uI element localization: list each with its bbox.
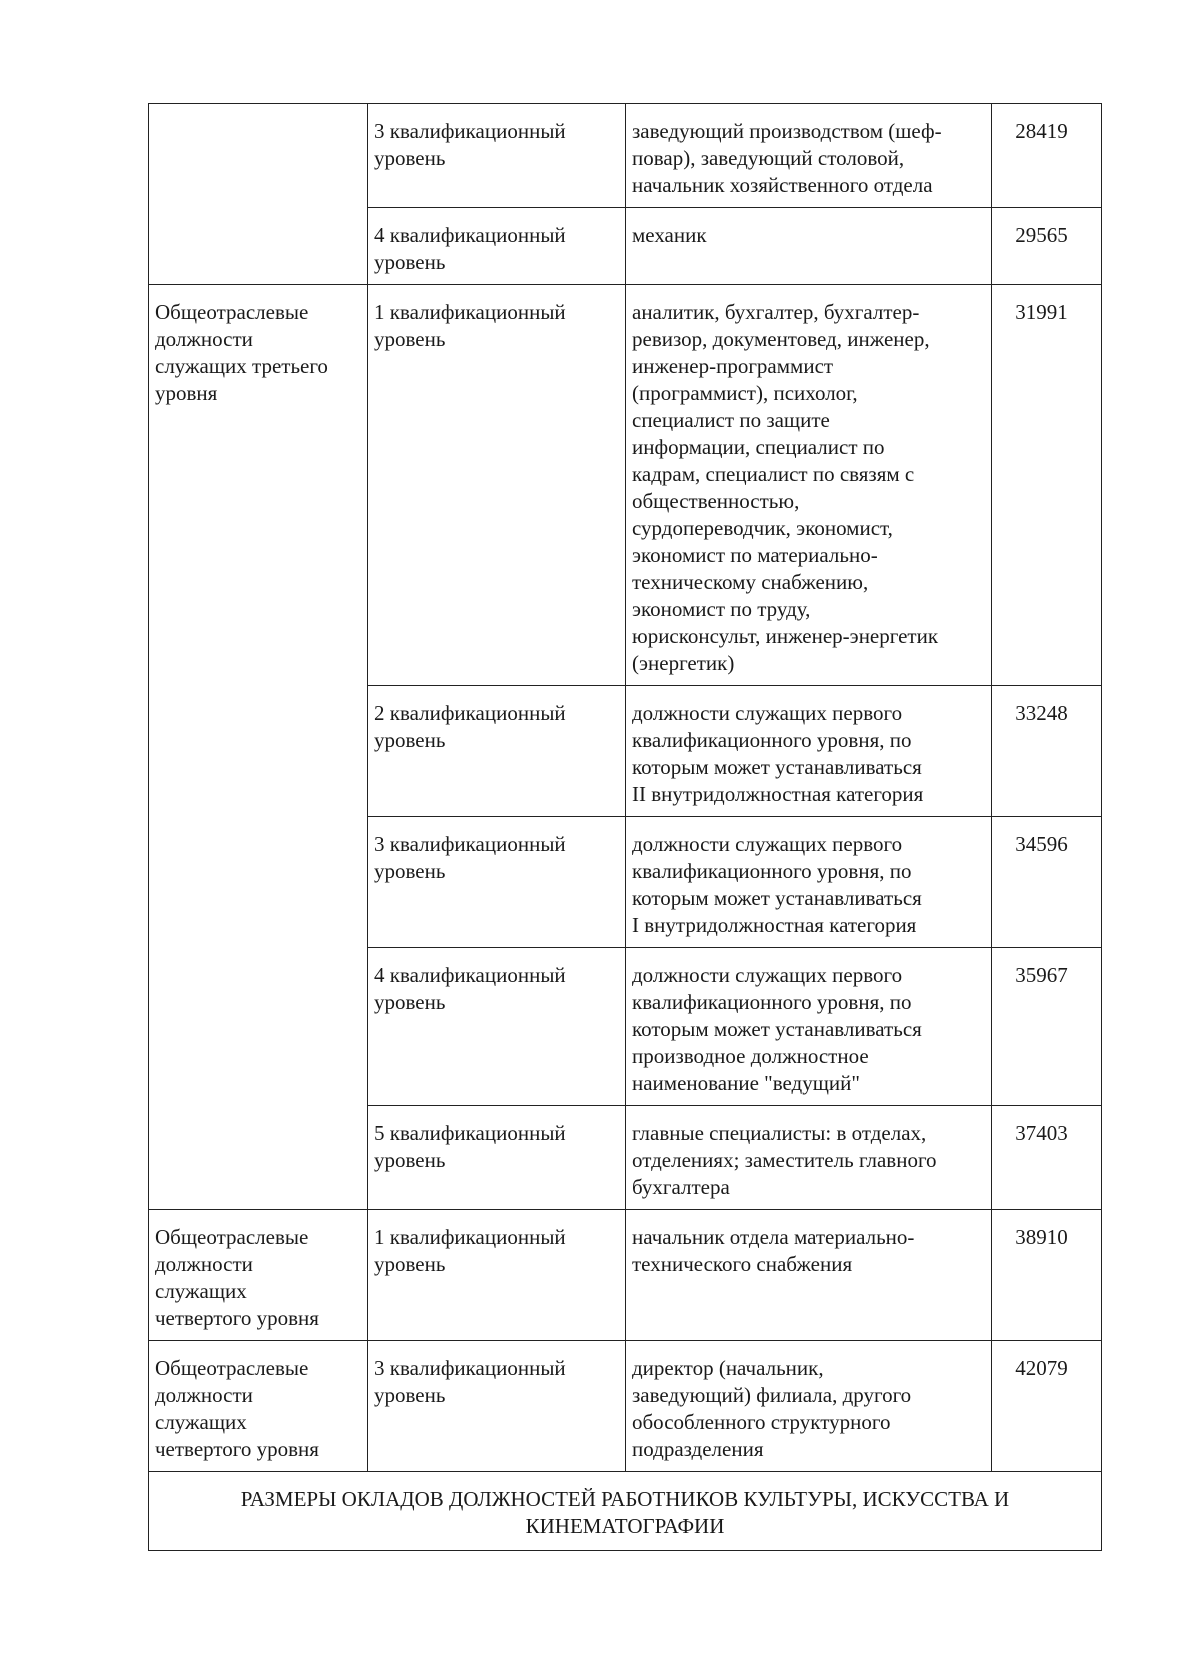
positions-line: инженер-программист xyxy=(632,354,834,378)
positions-line: производное должностное xyxy=(632,1044,869,1068)
qualification-level-cell xyxy=(368,817,626,948)
positions-line: начальник отдела материально- xyxy=(632,1225,915,1249)
positions-line: бухгалтера xyxy=(632,1175,730,1199)
qualification-level-cell xyxy=(368,1210,626,1341)
qualification-level-line: уровень xyxy=(374,1252,446,1276)
positions-line: подразделения xyxy=(632,1437,764,1461)
positions-line: экономист по материально- xyxy=(632,543,878,567)
positions-line: сурдопереводчик, экономист, xyxy=(632,516,893,540)
positions-cell xyxy=(626,1210,992,1341)
qualification-level-line: 3 квалификационный xyxy=(374,119,566,143)
positions-line: начальник хозяйственного отдела xyxy=(632,173,933,197)
qualification-level-line: уровень xyxy=(374,1383,446,1407)
salary-cell: 28419 xyxy=(992,104,1102,208)
qualification-level-line: уровень xyxy=(374,146,446,170)
salary-cell: 33248 xyxy=(992,686,1102,817)
positions-cell xyxy=(626,104,992,208)
qualification-level-line: уровень xyxy=(374,728,446,752)
positions-line: должности служащих первого xyxy=(632,701,903,725)
qualification-level-line: 4 квалификационный xyxy=(374,223,566,247)
position-group-line: Общеотраслевые xyxy=(155,1356,309,1380)
position-group-line: четвертого уровня xyxy=(155,1306,319,1330)
section-heading-line: РАЗМЕРЫ ОКЛАДОВ ДОЛЖНОСТЕЙ РАБОТНИКОВ КУЛЬТУРЫ, ИСКУССТВА И xyxy=(240,1487,1010,1511)
position-group-line: должности xyxy=(155,1383,253,1407)
positions-line: I внутридолжностная категория xyxy=(632,913,917,937)
qualification-level-line: 2 квалификационный xyxy=(374,701,566,725)
qualification-level-cell xyxy=(368,285,626,686)
qualification-level-line: 1 квалификационный xyxy=(374,300,566,324)
positions-line: техническому снабжению, xyxy=(632,570,869,594)
table-row xyxy=(149,104,1102,208)
qualification-level-cell xyxy=(368,208,626,285)
positions-line: информации, специалист по xyxy=(632,435,885,459)
table-row xyxy=(149,1210,1102,1341)
qualification-level-line: уровень xyxy=(374,859,446,883)
positions-line: которым может устанавливаться xyxy=(632,755,922,779)
qualification-level-cell xyxy=(368,948,626,1106)
positions-cell xyxy=(626,208,992,285)
positions-line: квалификационного уровня, по xyxy=(632,859,912,883)
positions-line: (программист), психолог, xyxy=(632,381,858,405)
position-group-cell xyxy=(149,1341,368,1472)
positions-cell xyxy=(626,285,992,686)
position-group-cell xyxy=(149,104,368,285)
salary-cell: 42079 xyxy=(992,1341,1102,1472)
position-group-line: Общеотраслевые xyxy=(155,1225,309,1249)
salary-table xyxy=(148,103,1102,1551)
salary-table-page xyxy=(148,103,1101,1551)
position-group-line: служащих xyxy=(155,1279,247,1303)
qualification-level-line: уровень xyxy=(374,990,446,1014)
positions-line: механик xyxy=(632,223,707,247)
section-heading xyxy=(149,1472,1102,1551)
positions-line: заведующий) филиала, другого xyxy=(632,1383,912,1407)
salary-cell: 34596 xyxy=(992,817,1102,948)
qualification-level-line: уровень xyxy=(374,327,446,351)
position-group-line: должности xyxy=(155,327,253,351)
positions-line: кадрам, специалист по связям с xyxy=(632,462,915,486)
table-row xyxy=(149,1341,1102,1472)
section-heading-row xyxy=(149,1472,1102,1551)
positions-line: специалист по защите xyxy=(632,408,830,432)
qualification-level-line: уровень xyxy=(374,1148,446,1172)
positions-line: должности служащих первого xyxy=(632,832,903,856)
salary-cell: 35967 xyxy=(992,948,1102,1106)
positions-line: которым может устанавливаться xyxy=(632,886,922,910)
section-heading-line: КИНЕМАТОГРАФИИ xyxy=(525,1514,725,1538)
positions-line: квалификационного уровня, по xyxy=(632,990,912,1014)
salary-cell: 31991 xyxy=(992,285,1102,686)
position-group-line: служащих третьего xyxy=(155,354,328,378)
qualification-level-line: 5 квалификационный xyxy=(374,1121,566,1145)
positions-line: главные специалисты: в отделах, xyxy=(632,1121,927,1145)
positions-line: которым может устанавливаться xyxy=(632,1017,922,1041)
qualification-level-line: 3 квалификационный xyxy=(374,832,566,856)
positions-cell xyxy=(626,948,992,1106)
positions-line: должности служащих первого xyxy=(632,963,903,987)
position-group-line: служащих xyxy=(155,1410,247,1434)
positions-line: обособленного структурного xyxy=(632,1410,891,1434)
qualification-level-line: 1 квалификационный xyxy=(374,1225,566,1249)
positions-line: ревизор, документовед, инженер, xyxy=(632,327,930,351)
positions-line: экономист по труду, xyxy=(632,597,811,621)
positions-cell xyxy=(626,1106,992,1210)
qualification-level-cell xyxy=(368,1106,626,1210)
positions-line: заведующий производством (шеф- xyxy=(632,119,942,143)
position-group-line: уровня xyxy=(155,381,218,405)
position-group-line: четвертого уровня xyxy=(155,1437,319,1461)
positions-line: II внутридолжностная категория xyxy=(632,782,924,806)
positions-line: наименование "ведущий" xyxy=(632,1071,860,1095)
table-row xyxy=(149,285,1102,686)
salary-cell: 37403 xyxy=(992,1106,1102,1210)
qualification-level-cell xyxy=(368,686,626,817)
positions-line: директор (начальник, xyxy=(632,1356,824,1380)
positions-line: технического снабжения xyxy=(632,1252,853,1276)
position-group-cell xyxy=(149,285,368,1210)
positions-cell xyxy=(626,686,992,817)
positions-line: аналитик, бухгалтер, бухгалтер- xyxy=(632,300,920,324)
salary-cell: 38910 xyxy=(992,1210,1102,1341)
qualification-level-line: 3 квалификационный xyxy=(374,1356,566,1380)
position-group-cell xyxy=(149,1210,368,1341)
qualification-level-line: уровень xyxy=(374,250,446,274)
qualification-level-cell xyxy=(368,104,626,208)
positions-line: повар), заведующий столовой, xyxy=(632,146,905,170)
positions-line: квалификационного уровня, по xyxy=(632,728,912,752)
salary-cell: 29565 xyxy=(992,208,1102,285)
positions-line: юрисконсульт, инженер-энергетик xyxy=(632,624,939,648)
positions-cell xyxy=(626,1341,992,1472)
positions-line: отделениях; заместитель главного xyxy=(632,1148,937,1172)
positions-line: (энергетик) xyxy=(632,651,735,675)
position-group-line: Общеотраслевые xyxy=(155,300,309,324)
position-group-line: должности xyxy=(155,1252,253,1276)
qualification-level-line: 4 квалификационный xyxy=(374,963,566,987)
qualification-level-cell xyxy=(368,1341,626,1472)
positions-line: общественностью, xyxy=(632,489,800,513)
positions-cell xyxy=(626,817,992,948)
